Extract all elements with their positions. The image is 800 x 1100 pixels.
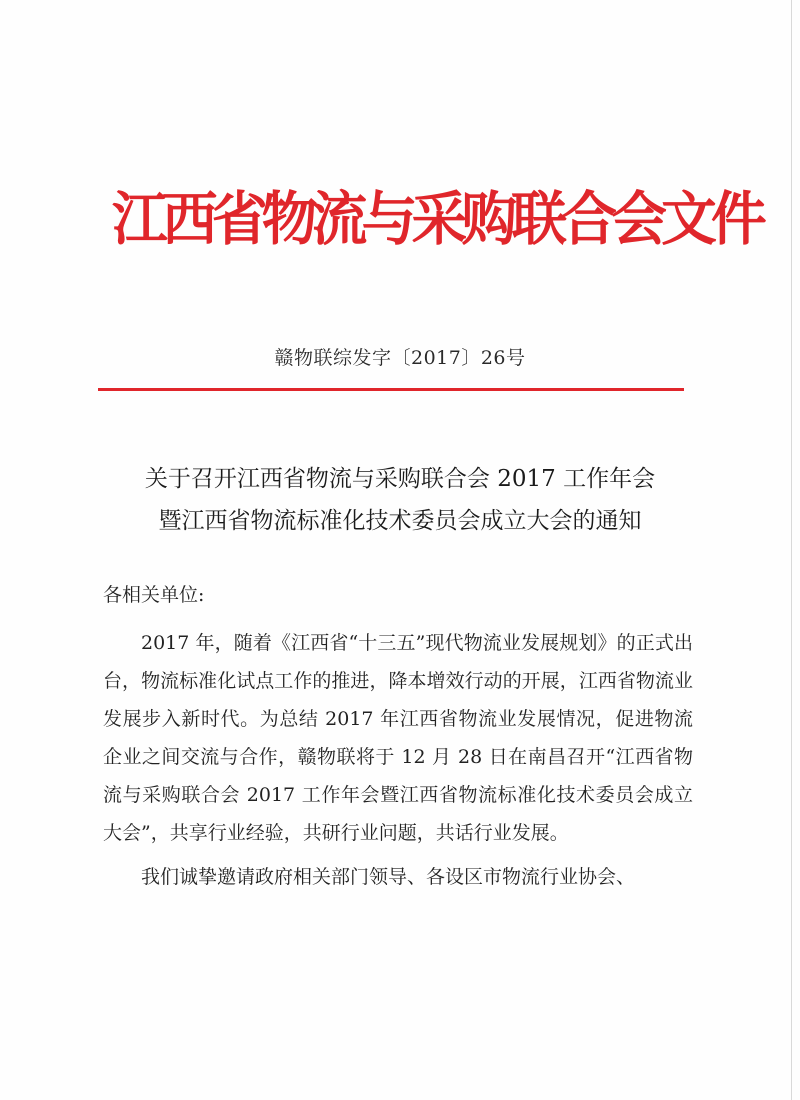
notice-title <box>80 458 720 542</box>
notice-title-line-2: 暨江西省物流标准化技术委员会成立大会的通知 <box>158 508 642 534</box>
notice-title-line-1: 关于召开江西省物流与采购联合会 2017 工作年会 <box>144 466 656 492</box>
salutation: 各相关单位: <box>103 584 205 606</box>
document-number: 赣物联综发字〔2017〕26号 <box>274 347 526 369</box>
document-header-title: 江西省物流与采购联合会文件 <box>112 185 761 253</box>
red-divider-rule <box>98 388 684 391</box>
page-edge-line <box>791 0 792 1100</box>
body-paragraph-1: 2017 年，随着《江西省“十三五”现代物流业发展规划》的正式出台，物流标准化试点工作的推进，降本增效行动的开展，江西省物流业发展步入新时代。为总结 2017 年江西省物流业发展情况，促进物流企业之间交流与合作，赣物联将于 12 月 28 日在南昌召开“江西省物流与采购联合会 2017 工作年会暨江西省物流标准化技术委员会成立大会”，共享行业经验，共研行业问题，共话行业发展。 <box>103 632 693 844</box>
notice-body <box>103 580 693 902</box>
body-paragraph-2: 我们诚挚邀请政府相关部门领导、各设区市物流行业协会、 <box>141 866 636 888</box>
